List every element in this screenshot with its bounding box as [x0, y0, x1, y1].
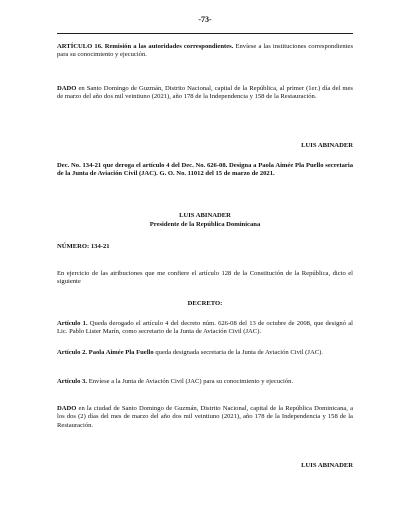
article-1 [57, 320, 353, 337]
dado-paragraph-1 [57, 85, 353, 102]
article-16-title: ARTÍCULO 16. Remisión a las autoridades correspondientes. [57, 43, 234, 50]
decree-summary: Dec. No. 134-21 que deroga el artículo 4 del Dec. No. 626-08. Designa a Paola Aimée Pla Puello secretaria de la Junta de Aviación Civil (JAC). G. O. No. 11012 del 15 de marzo de 2021. [57, 162, 353, 178]
president-name: LUIS ABINADER [179, 212, 231, 219]
president-title: Presidente de la República Dominicana [149, 221, 261, 228]
article-2-text: queda designada secretaria de la Junta de Aviación Civil (JAC). [153, 349, 323, 356]
article-3 [57, 378, 353, 386]
signature-1: LUIS ABINADER [301, 142, 353, 149]
header-rule [57, 33, 353, 34]
signature-2: LUIS ABINADER [301, 462, 353, 469]
dado-paragraph-2 [57, 405, 353, 430]
article-3-label: Artículo 3. [57, 378, 88, 385]
preamble: En ejercicio de las atribuciones que me confiere el artículo 128 de la Constitución de la República, dicto el siguiente [57, 270, 353, 286]
dado-label-2: DADO [57, 405, 77, 412]
dado-label-1: DADO [57, 85, 77, 92]
decree-number: NÚMERO: 134-21 [57, 243, 110, 250]
decreto-heading: DECRETO: [187, 300, 223, 307]
article-2-label: Artículo 2. Paola Aimée Pla Fuello [57, 349, 154, 356]
article-16-text: Envíese a las instituciones correspondientes para su conocimiento y ejecución. [57, 43, 354, 59]
article-2 [57, 349, 353, 357]
article-3-text: Envíese a la Junta de Aviación Civil (JAC) para su conocimiento y ejecución. [87, 378, 294, 385]
article-1-label: Artículo 1. [57, 320, 88, 327]
dado-text-2: en la ciudad de Santo Domingo de Guzmán, Distrito Nacional, capital de la República Dominicana, a los dos (2) días del mes de marzo del año dos mil veintiuno (2021), año 178 de la Independencia y 158 de la Restauración. [57, 405, 353, 429]
dado-text-1: en Santo Domingo de Guzmán, Distrito Nacional, capital de la República, al primer (1er.) día del mes de marzo del año dos mil veintiuno (2021), año 178 de la Independencia y 158 de la Restauración. [57, 85, 353, 101]
article-1-text: Queda derogado el artículo 4 del decreto núm. 626-08 del 13 de octubre de 2008, que designó al Lic. Pablo Lister Marín, como secretario de la Junta de Aviación Civil (JAC). [57, 320, 353, 336]
page-number: -73- [198, 15, 212, 24]
article-16-paragraph [57, 43, 353, 60]
